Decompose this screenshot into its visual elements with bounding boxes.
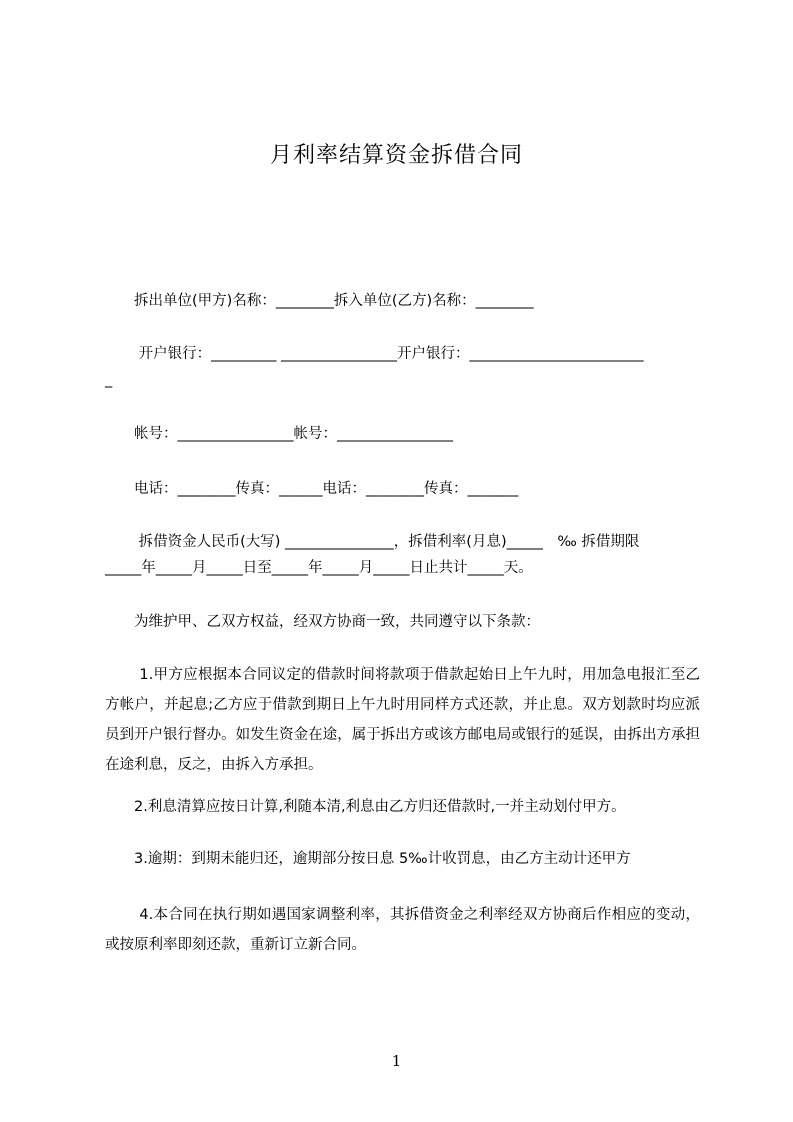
bank-line-wrap: _ bbox=[105, 372, 113, 388]
loan-line-1: 拆借资金人民币(大写) _______________，拆借利率(月息)_____ ‰ 拆借期限 bbox=[105, 534, 640, 550]
clause-4: 4.本合同在执行期如遇国家调整利率，其拆借资金之利率经双方协商后作相应的变动，或按原利率即刻还款，重新订立新合同。 bbox=[105, 907, 700, 953]
clause-1: 1.甲方应根据本合同议定的借款时间将款项于借款起始日上午九时，用加急电报汇至乙方帐户，并起息;乙方应于借款到期日上午九时用同样方式还款，并止息。双方划款时均应派员到开户银行督办。如发生资金在途，属于拆出方或该方邮电局或银行的延误，由拆出方承担在途利息，反之，由拆入方承担。 bbox=[105, 667, 700, 773]
bank-line: 开户银行：_________ ________________开户银行：________________________ bbox=[105, 346, 644, 362]
loan-line-2: _____年_____月_____日至_____年_____月_____日止共计_____天。 bbox=[105, 560, 533, 576]
preamble: 为维护甲、乙双方权益，经双方协商一致，共同遵守以下条款： bbox=[105, 614, 540, 630]
clause-3: 3.逾期：到期未能归还，逾期部分按日息 5‰计收罚息，由乙方主动计还甲方 bbox=[105, 851, 631, 867]
account-line: 帐号：________________帐号：________________ bbox=[105, 426, 453, 442]
document-title: 月利率结算资金拆借合同 bbox=[269, 143, 523, 168]
phone-line: 电话：________传真：______电话：________传真：_______ bbox=[105, 481, 519, 497]
clause-2: 2.利息清算应按日计算,利随本清,利息由乙方归还借款时,一并主动划付甲方。 bbox=[105, 799, 626, 815]
page-number: 1 bbox=[391, 1052, 402, 1070]
parties-line: 拆出单位(甲方)名称：________拆入单位(乙方)名称：________ bbox=[105, 293, 534, 309]
